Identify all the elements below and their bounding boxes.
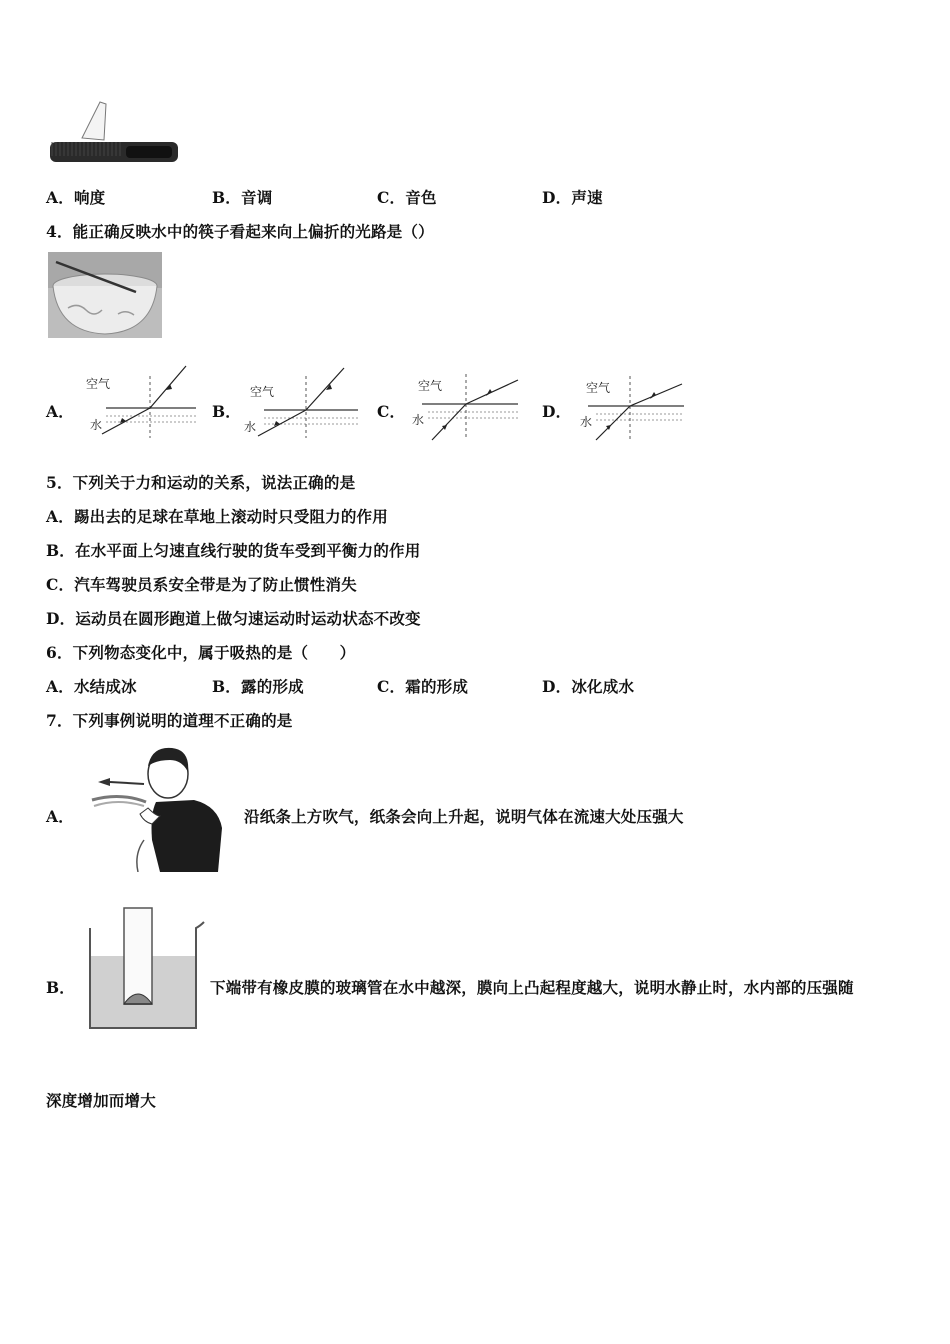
q7-option-b-letter[interactable]: B．	[46, 978, 76, 997]
air-label: 空气	[418, 379, 443, 393]
q5-option-b[interactable]	[46, 539, 420, 561]
air-label: 空气	[86, 377, 111, 391]
water-label: 水	[244, 420, 257, 434]
option-letter: D．	[542, 188, 572, 207]
option-letter: B．	[212, 677, 242, 696]
option-letter: C．	[377, 188, 406, 207]
q6-option-b[interactable]	[212, 675, 304, 697]
q3-option-d[interactable]	[542, 186, 603, 208]
option-text: 冰化成水	[571, 677, 635, 696]
option-text: 响度	[73, 188, 106, 207]
comb-figure	[46, 98, 182, 168]
light-path-diagram-d	[576, 374, 688, 446]
option-letter: A．	[46, 188, 74, 207]
q4-stem: 4．能正确反映水中的筷子看起来向上偏折的光路是（）	[46, 222, 434, 241]
q3-option-c[interactable]	[377, 186, 437, 208]
q5-option-d[interactable]	[46, 607, 421, 629]
option-letter: B．	[46, 541, 76, 560]
option-text: 霜的形成	[405, 677, 469, 696]
option-text: 声速	[571, 188, 603, 207]
q6-option-c[interactable]	[377, 675, 468, 697]
option-text: 音色	[405, 188, 437, 207]
option-letter: C．	[377, 677, 406, 696]
q7-option-a-text: 沿纸条上方吹气，纸条会向上升起，说明气体在流速大处压强大	[244, 807, 684, 826]
option-letter: A．	[46, 507, 74, 526]
q5-option-c[interactable]	[46, 573, 357, 595]
q3-option-a[interactable]	[46, 186, 105, 208]
option-letter: D．	[46, 609, 76, 628]
q6-stem: 6．下列物态变化中，属于吸热的是（ ）	[46, 643, 356, 662]
q4-option-d[interactable]: D．	[542, 402, 572, 421]
q6-option-a[interactable]	[46, 675, 137, 697]
q4-option-a[interactable]: A．	[46, 402, 74, 421]
option-text: 在水平面上匀速直线行驶的货车受到平衡力的作用	[75, 541, 421, 560]
light-path-diagram-c	[408, 372, 522, 444]
option-letter: A．	[46, 677, 74, 696]
light-path-diagram-a	[82, 362, 200, 442]
option-letter: B．	[212, 188, 242, 207]
option-text: 露的形成	[241, 677, 304, 696]
option-text: 汽车驾驶员系安全带是为了防止惯性消失	[74, 575, 357, 594]
q7-option-b-text: 下端带有橡皮膜的玻璃管在水中越深，膜向上凸起程度越大，说明水静止时，水内部的压强随	[210, 978, 854, 997]
q3-option-b[interactable]	[212, 186, 272, 208]
option-text: 踢出去的足球在草地上滚动时只受阻力的作用	[73, 507, 388, 526]
water-label: 水	[580, 415, 593, 429]
q6-option-d[interactable]	[542, 675, 634, 697]
option-letter: C．	[46, 575, 75, 594]
q5-option-a[interactable]	[46, 505, 388, 527]
q7-option-b-continuation: 深度增加而增大	[46, 1091, 156, 1110]
light-path-diagram-b	[240, 362, 362, 442]
option-text: 音调	[241, 188, 273, 207]
q7-stem: 7．下列事例说明的道理不正确的是	[46, 711, 293, 730]
air-label: 空气	[250, 385, 275, 399]
q5-stem: 5．下列关于力和运动的关系，说法正确的是	[46, 473, 356, 492]
water-label: 水	[412, 413, 425, 427]
boy-blowing-paper-figure	[90, 744, 226, 872]
option-text: 水结成冰	[73, 677, 137, 696]
option-letter: D．	[542, 677, 572, 696]
q4-option-b[interactable]: B．	[212, 402, 242, 421]
water-label: 水	[90, 418, 103, 432]
q4-option-c[interactable]: C．	[377, 402, 406, 421]
q7-option-a-letter[interactable]: A．	[46, 807, 74, 826]
air-label: 空气	[586, 381, 611, 395]
glass-tube-in-water-figure	[84, 904, 208, 1034]
option-text: 运动员在圆形跑道上做匀速运动时运动状态不改变	[75, 609, 421, 628]
chopsticks-bowl-photo	[48, 252, 162, 338]
